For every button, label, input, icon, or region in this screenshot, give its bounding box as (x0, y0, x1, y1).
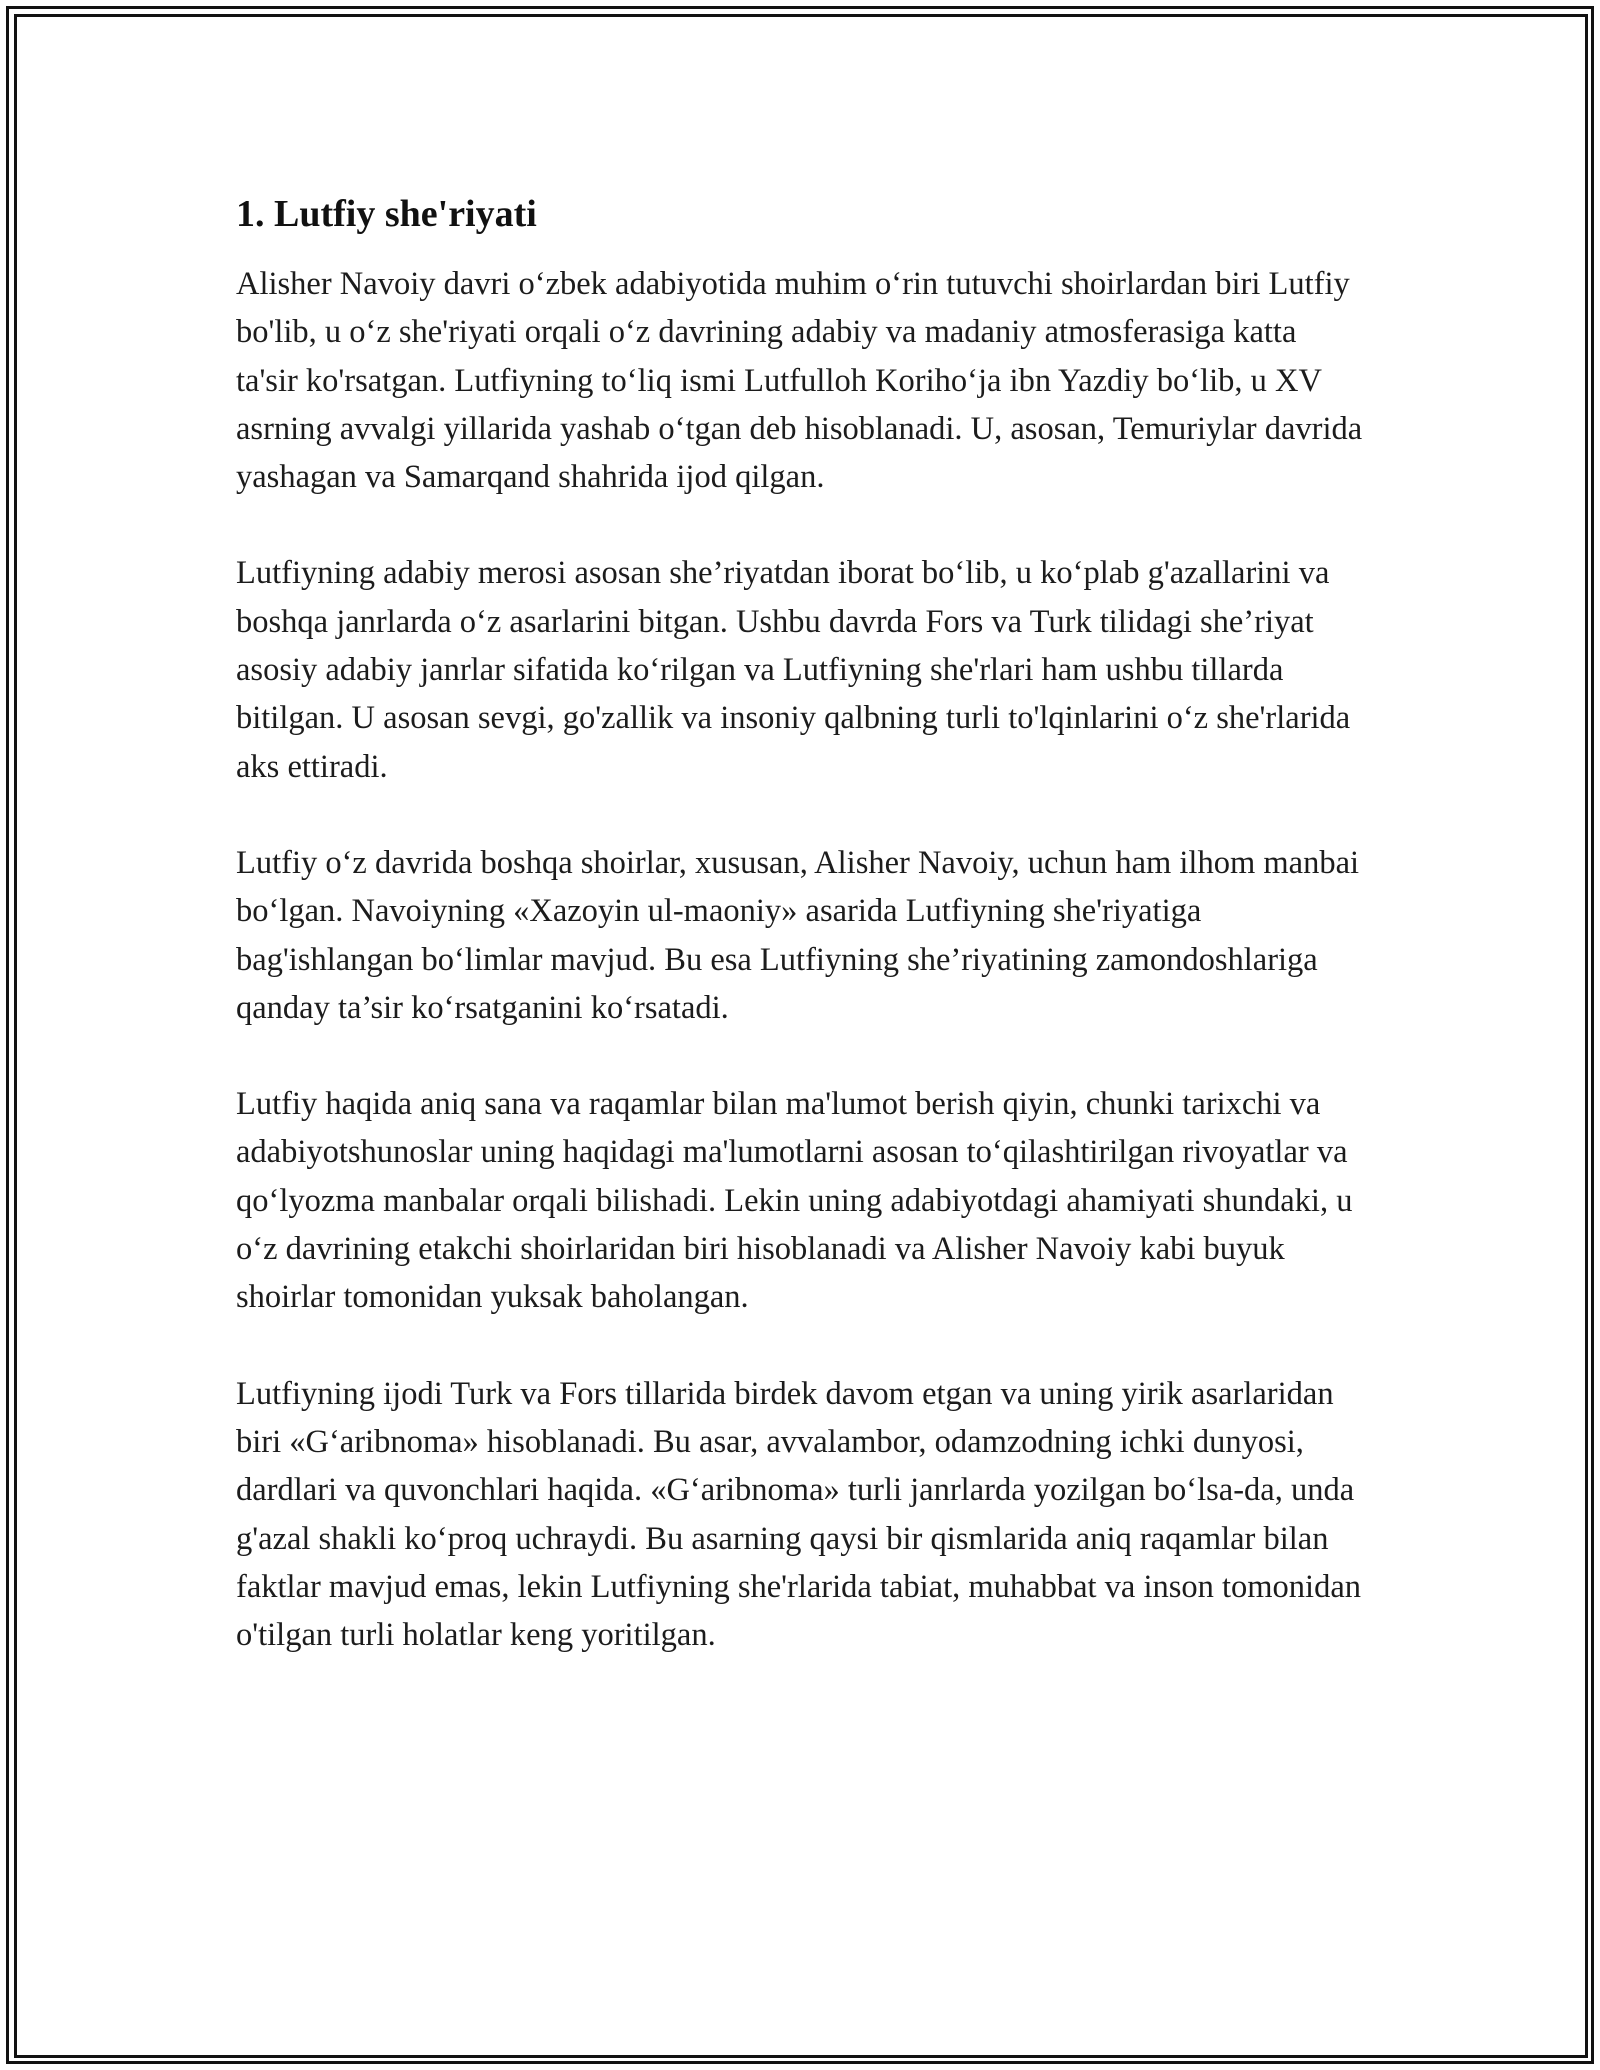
paragraph-3: Lutfiy o‘z davrida boshqa shoirlar, xususan, Alisher Navoiy, uchun ham ilhom manbai bo‘lgan. Navoiyning «Xazoyin ul-maoniy» asarida Lutfiyning she'riyatiga bag'ishlangan bo‘limlar mavjud. Bu esa Lutfiyning she’riyatining zamondoshlariga qanday ta’sir ko‘rsatganini ko‘rsatadi. (236, 844, 1360, 1026)
paragraph-4: Lutfiy haqida aniq sana va raqamlar bilan ma'lumot berish qiyin, chunki tarixchi va adabiyotshunoslar uning haqidagi ma'lumotlarni asosan to‘qilashtirilgan rivoyatlar va qo‘lyozma manbalar orqali bilishadi. Lekin uning adabiyotdagi ahamiyati shundaki, u o‘z davrining etakchi shoirlaridan biri hisoblanadi va Alisher Navoiy kabi buyuk shoirlar tomonidan yuksak baholangan. (236, 1086, 1353, 1316)
paragraph-1: Alisher Navoiy davri o‘zbek adabiyotida muhim o‘rin tutuvchi shoirlardan biri Lutfiy bo'lib, u o‘z she'riyati orqali o‘z davrining adabiy va madaniy atmosferasiga katta ta'sir ko'rsatgan. Lutfiyning to‘liq ismi Lutfulloh Koriho‘ja ibn Yazdiy bo‘lib, u XV asrning avvalgi yillarida yashab o‘tgan deb hisoblanadi. U, asosan, Temuriylar davrida yashagan va Samarqand shahrida ijod qilgan. (236, 266, 1363, 496)
paragraph-5: Lutfiyning ijodi Turk va Fors tillarida birdek davom etgan va uning yirik asarlaridan biri «G‘aribnoma» hisoblanadi. Bu asar, avvalambor, odamzodning ichki dunyosi, dardlari va quvonchlari haqida. «G‘aribnoma» turli janrlarda yozilgan bo‘lsa-da, unda g'azal shakli ko‘proq uchraydi. Bu asarning qaysi bir qismlarida aniq raqamlar bilan faktlar mavjud emas, lekin Lutfiyning she'rlarida tabiat, muhabbat va inson tomonidan o'tilgan turli holatlar keng yoritilgan. (236, 1375, 1362, 1654)
paragraph-2: Lutfiyning adabiy merosi asosan she’riyatdan iborat bo‘lib, u ko‘plab g'azallarini va boshqa janrlarda o‘z asarlarini bitgan. Ushbu davrda Fors va Turk tilidagi she’riyat asosiy adabiy janrlar sifatida ko‘rilgan va Lutfiyning she'rlari ham ushbu tillarda bitilgan. U asosan sevgi, go'zallik va insoniy qalbning turli to'lqinlarini o‘z she'rlarida aks ettiradi. (236, 555, 1351, 785)
document-title: 1. Lutfiy she'riyati (236, 193, 537, 235)
document-body (236, 186, 1366, 1707)
